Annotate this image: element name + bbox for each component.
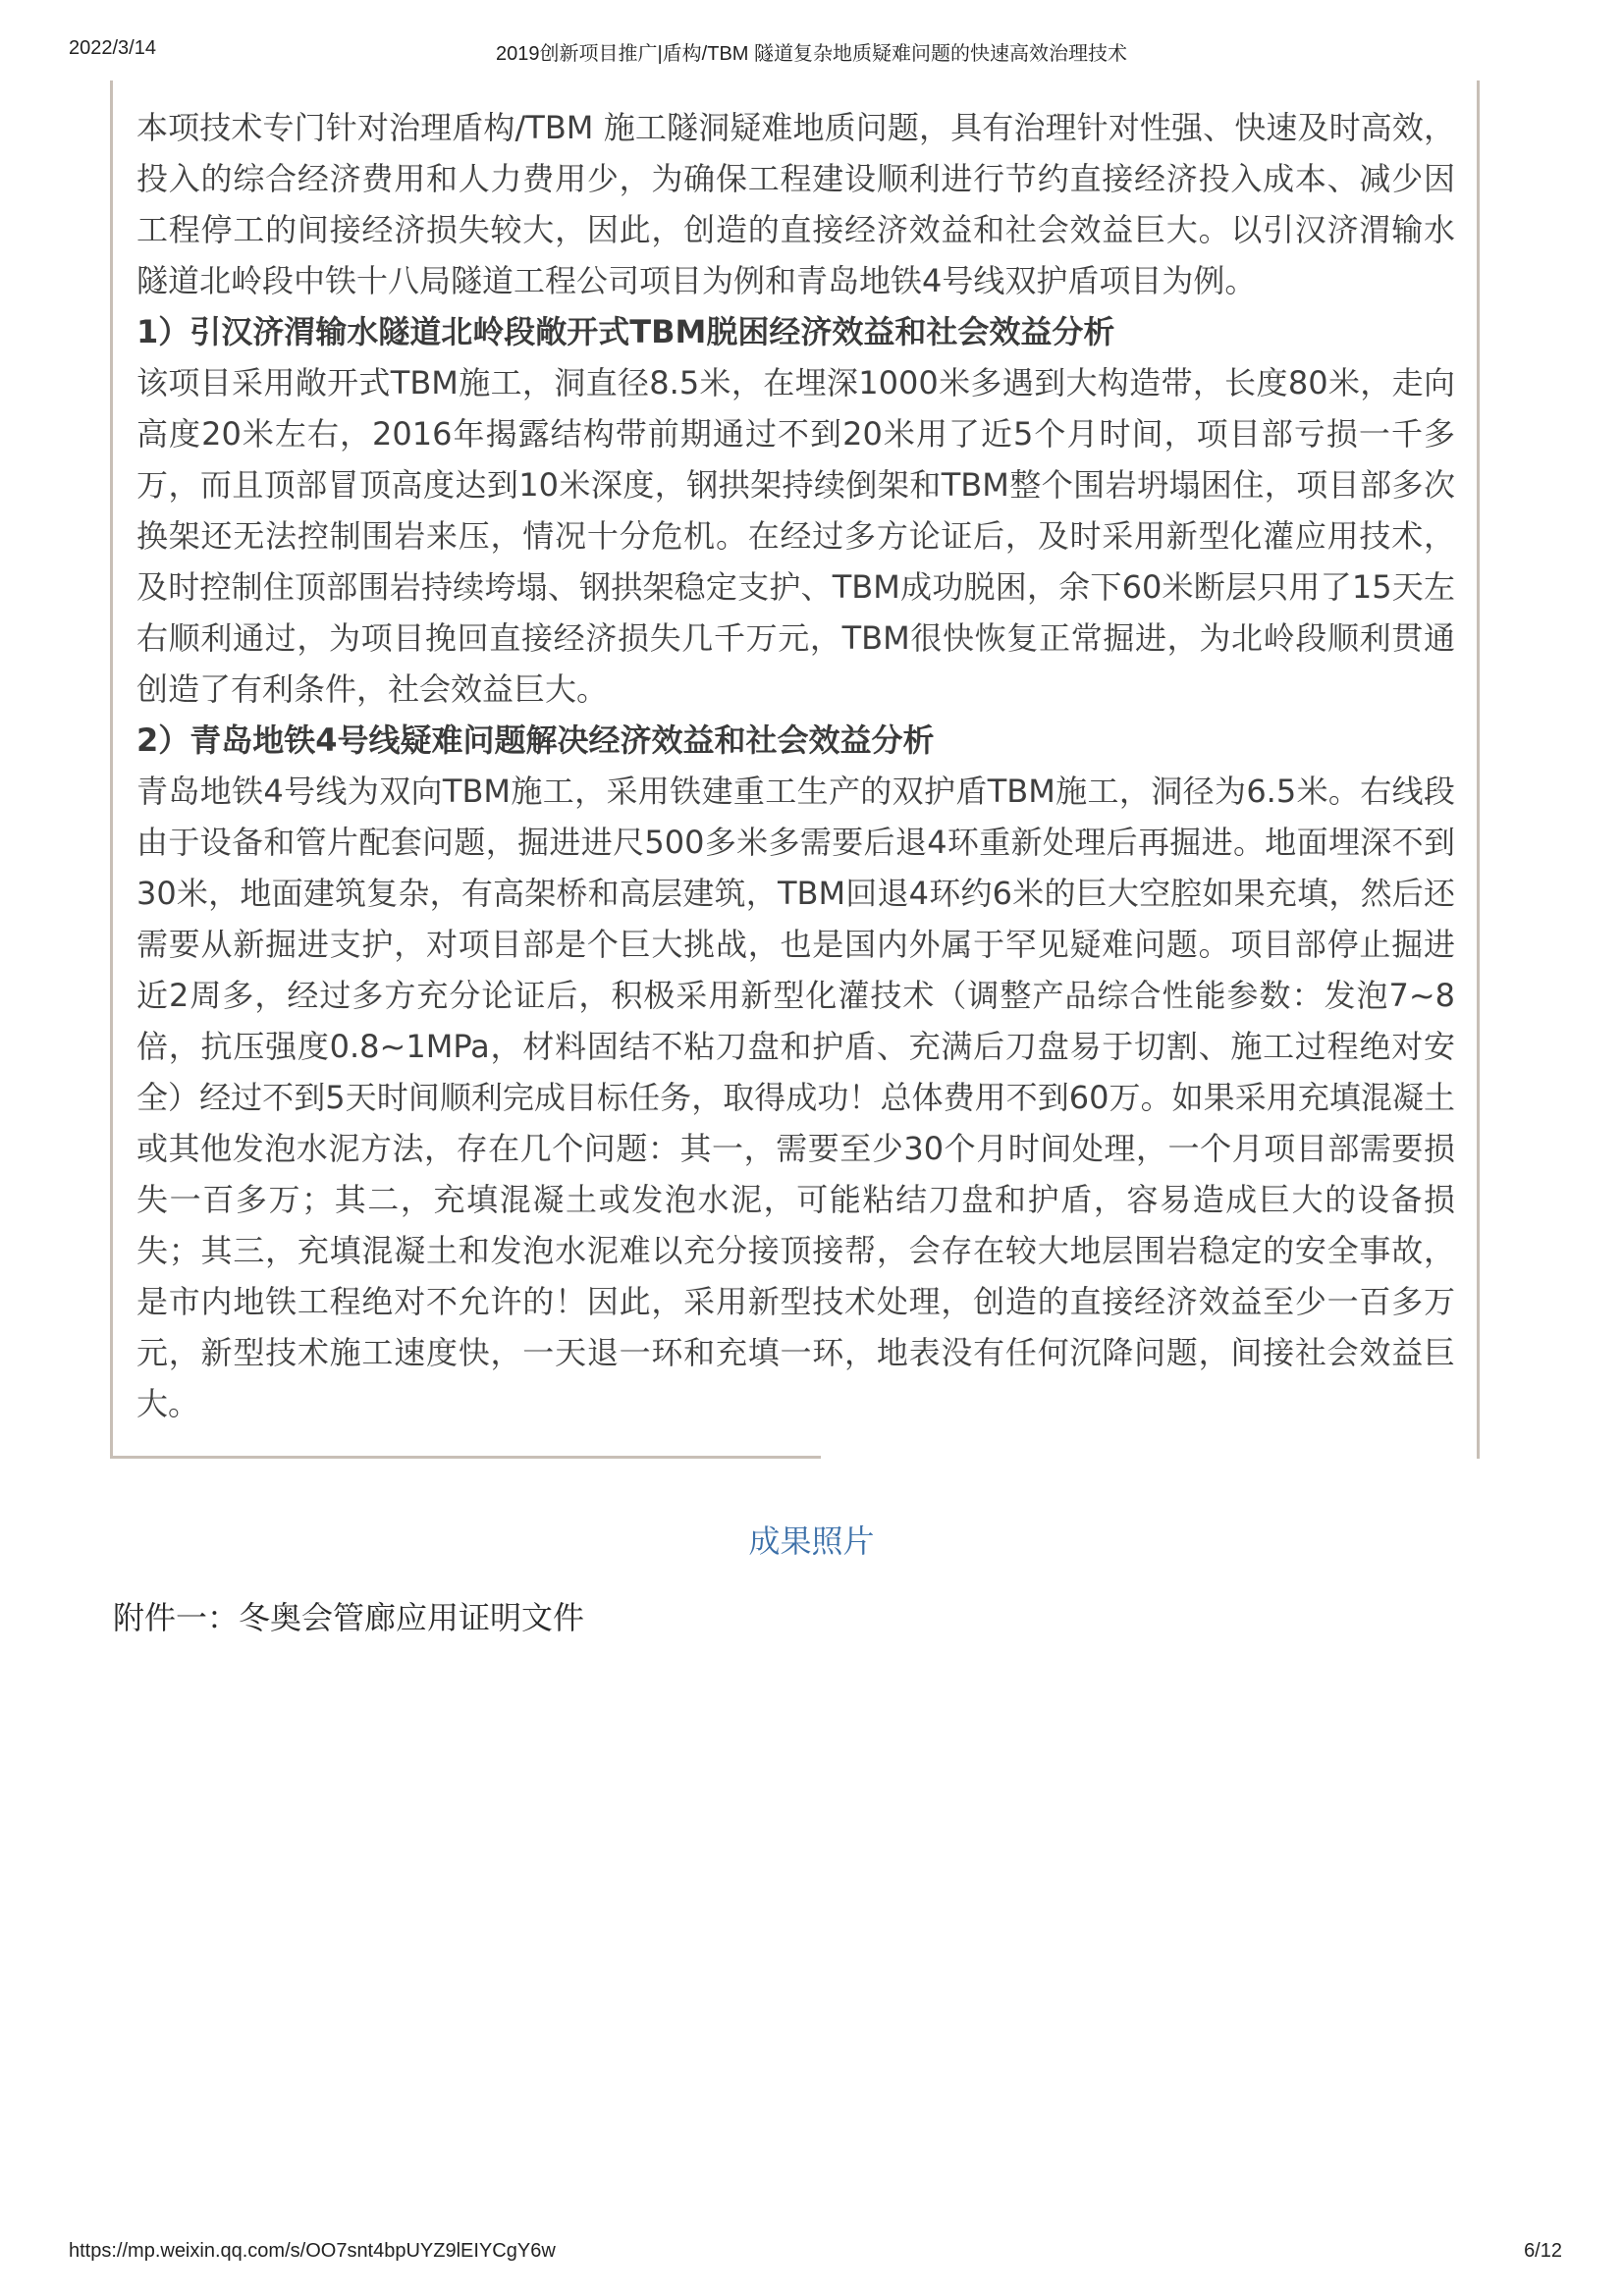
section-1-paragraph: 该项目采用敞开式TBM施工，洞直径8.5米，在埋深1000米多遇到大构造带，长度80米，走向高度20米左右，2016年揭露结构带前期通过不到20米用了近5个月时间，项目部亏损一千多万，而且顶部冒顶高度达到10米深度，钢拱架持续倒架和TBM整个围岩坍塌困住，项目部多次换架还无法控制围岩来压，情况十分危机。在经过多方论证后，及时采用新型化灌应用技术，及时控制住顶部围岩持续垮塌、钢拱架稳定支护、TBM成功脱困，余下60米断层只用了15天左右顺利通过，为项目挽回直接经济损失几千万元，TBM很快恢复正常掘进，为北岭段顺利贯通创造了有利条件，社会效益巨大。 [136,364,1455,708]
section-1-heading: 1）引汉济渭输水隧道北岭段敞开式TBM脱困经济效益和社会效益分析 [136,313,1115,350]
intro-paragraph: 本项技术专门针对治理盾构/TBM 施工隧洞疑难地质问题，具有治理针对性强、快速及时高效，投入的综合经济费用和人力费用少，为确保工程建设顺利进行节约直接经济投入成本、减少因工程停工的间接经济损失较大，因此，创造的直接经济效益和社会效益巨大。以引汉济渭输水隧道北岭段中铁十八局隧道工程公司项目为例和青岛地铁4号线双护盾项目为例。 [136,109,1455,299]
print-header [0,37,1623,67]
section-2-heading: 2）青岛地铁4号线疑难问题解决经济效益和社会效益分析 [136,721,935,759]
photo-section-title: 成果照片 [748,1522,875,1560]
print-url: https://mp.weixin.qq.com/s/OO7snt4bpUYZ9lEIYCgY6w [69,2240,556,2262]
section-2-paragraph: 青岛地铁4号线为双向TBM施工，采用铁建重工生产的双护盾TBM施工，洞径为6.5米。右线段由于设备和管片配套问题，掘进进尺500多米多需要后退4环重新处理后再掘进。地面埋深不到30米，地面建筑复杂，有高架桥和高层建筑，TBM回退4环约6米的巨大空腔如果充填，然后还需要从新掘进支护，对项目部是个巨大挑战，也是国内外属于罕见疑难问题。项目部停止掘进近2周多，经过多方充分论证后，积极采用新型化灌技术（调整产品综合性能参数：发泡7~8倍，抗压强度0.8~1MPa，材料固结不粘刀盘和护盾、充满后刀盘易于切割、施工过程绝对安全）经过不到5天时间顺利完成目标任务，取得成功！总体费用不到60万。如果采用充填混凝土或其他发泡水泥方法，存在几个问题：其一，需要至少30个月时间处理，一个月项目部需要损失一百多万；其二，充填混凝土或发泡水泥，可能粘结刀盘和护盾，容易造成巨大的设备损失；其三，充填混凝土和发泡水泥难以充分接顶接帮，会存在较大地层围岩稳定的安全事故，是市内地铁工程绝对不允许的！因此，采用新型技术处理，创造的直接经济效益至少一百多万元，新型技术施工速度快，一天退一环和充填一环，地表没有任何沉降问题，间接社会效益巨大。 [136,773,1455,1422]
article-text [136,102,1455,1429]
print-date: 2022/3/14 [69,37,156,59]
print-footer [0,2240,1623,2269]
article-content-box [110,80,1480,1459]
page-number: 6/12 [1524,2240,1562,2262]
attachment-label: 附件一：冬奥会管廊应用证明文件 [113,1599,585,1636]
print-title: 2019创新项目推广|盾构/TBM 隧道复杂地质疑难问题的快速高效治理技术 [495,43,1128,65]
box-bottom-rule [110,1456,821,1459]
